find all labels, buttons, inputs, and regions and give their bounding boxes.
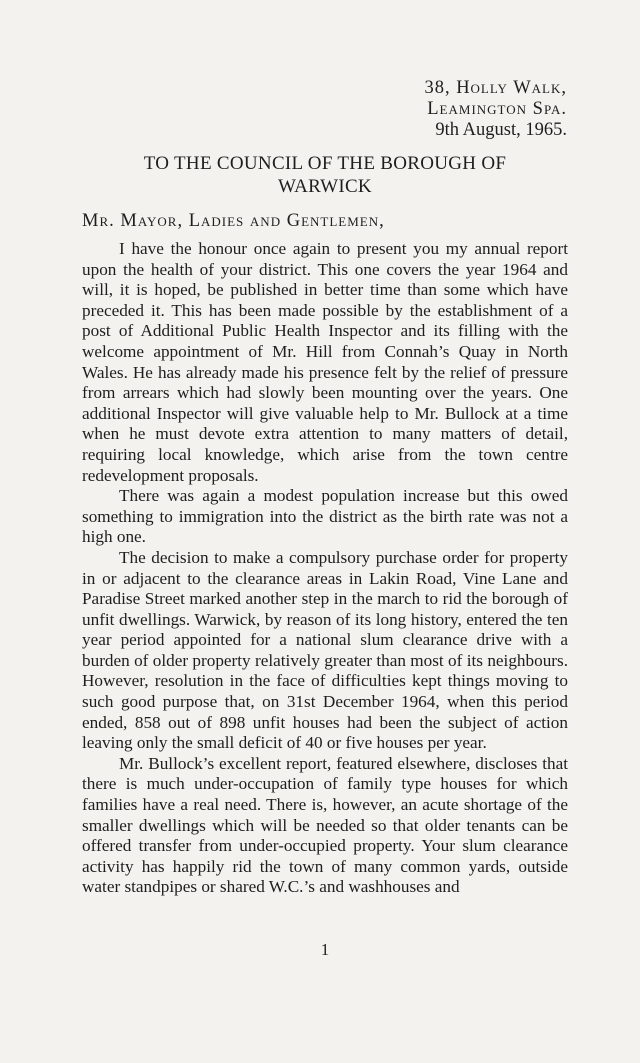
title-line-2: WARWICK bbox=[278, 176, 372, 197]
page-number: 1 bbox=[320, 940, 330, 959]
sender-address bbox=[0, 78, 567, 141]
paragraph: I have the honour once again to present you my annual report upon the health of your district. This one covers the year 1964 and will, it is hoped, be published in better time than some which have preceded it. This has been made possible by the establishment of a post of Additional Public Health Inspector and its filling with the welcome appointment of Mr. Hill from Connah’s Quay in North Wales. He has already made his presence felt by the relief of pressure from arrears which had slowly been mounting over the years. One additional Inspector will give valuable help to Mr. Bullock at a time when he must devote extra attention to many matters of detail, requiring local knowledge, which arise from the town centre redevelopment proposals. bbox=[82, 239, 568, 485]
report-title bbox=[80, 152, 570, 198]
salutation: Mr. Mayor, Ladies and Gentlemen, bbox=[82, 211, 385, 231]
title-line-1: TO THE COUNCIL OF THE BOROUGH OF bbox=[143, 153, 507, 174]
paragraph: The decision to make a compulsory purchase order for property in or adjacent to the clearance areas in Lakin Road, Vine Lane and Paradise Street marked another step in the march to rid the borough of unfit dwellings. Warwick, by reason of its long history, entered the ten year period appointed for a national slum clearance drive with a burden of older property relatively greater than most of its neighbours. However, resolution in the face of difficulties kept things moving to such good purpose that, on 31st December 1964, when this period ended, 858 out of 898 unfit houses had been the subject of action leaving only the small deficit of 40 or five houses per year. bbox=[82, 547, 568, 753]
report-body bbox=[82, 239, 568, 898]
paragraph: Mr. Bullock’s excellent report, featured elsewhere, discloses that there is much under-occupation of family type houses for which families have a real need. There is, however, an acute shortage of the smaller dwellings which will be needed so that older tenants can be offered transfer from under-occupied property. Your slum clearance activity has happily rid the town of many common yards, outside water standpipes or shared W.C.’s and washhouses and bbox=[82, 753, 568, 897]
address-line-town: Leamington Spa. bbox=[427, 99, 567, 119]
paragraph: There was again a modest population increase but this owed something to immigration into the district as the birth rate was not a high one. bbox=[82, 486, 568, 547]
address-line-street: 38, Holly Walk, bbox=[424, 78, 567, 98]
letter-date: 9th August, 1965. bbox=[435, 120, 567, 140]
